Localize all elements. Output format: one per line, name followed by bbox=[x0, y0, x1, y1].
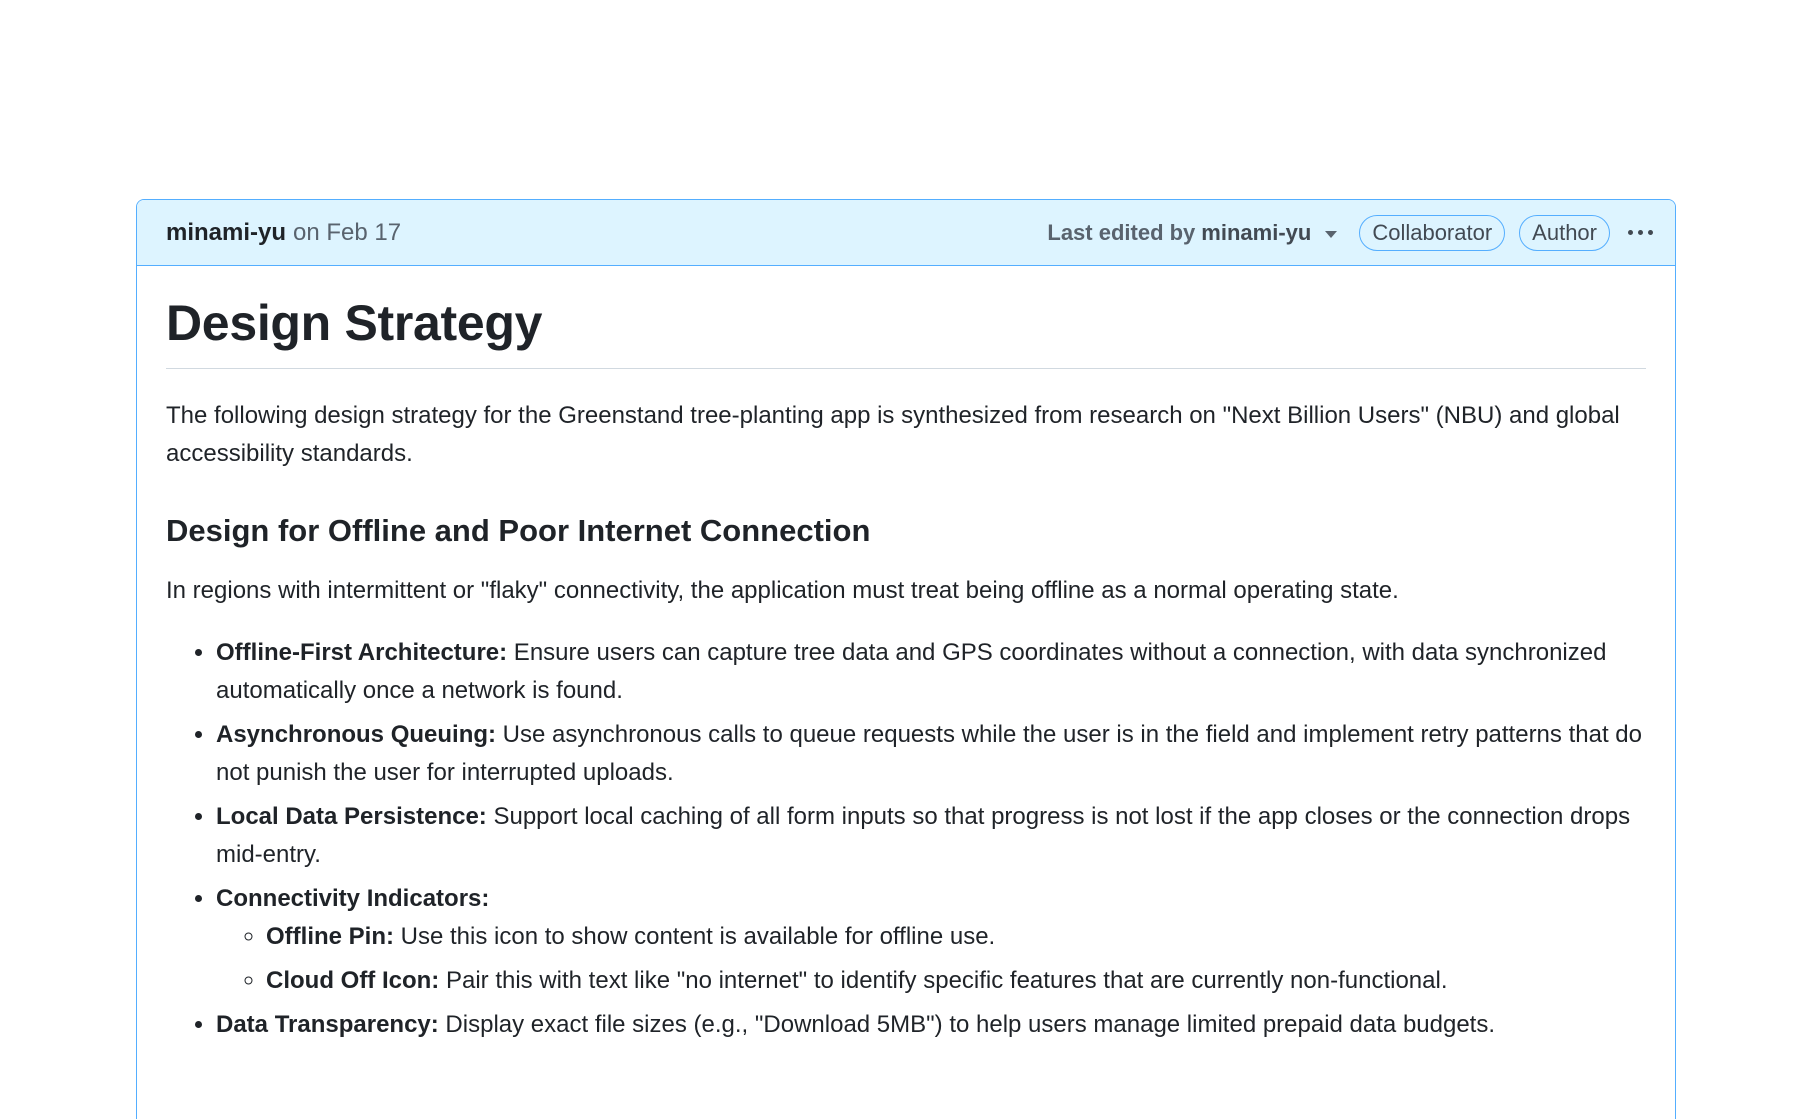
list-item bbox=[216, 798, 1646, 874]
intro-paragraph: The following design strategy for the Greenstand tree-planting app is synthesized from research on "Next Billion Users" (NBU) and global accessibility standards. bbox=[166, 402, 1620, 467]
collaborator-badge: Collaborator bbox=[1359, 215, 1505, 251]
list-item bbox=[216, 1006, 1646, 1044]
section-heading: Design for Offline and Poor Internet Connection bbox=[166, 513, 871, 548]
list-item-label: Local Data Persistence: bbox=[216, 803, 487, 830]
list-item-label: Cloud Off Icon: bbox=[266, 967, 440, 994]
kebab-dot bbox=[1648, 230, 1653, 235]
comment-card bbox=[136, 199, 1676, 1119]
list-item-text: Use this icon to show content is available for offline use. bbox=[394, 923, 996, 950]
kebab-dot bbox=[1628, 230, 1633, 235]
author-link[interactable]: minami-yu bbox=[166, 218, 287, 246]
list-item bbox=[216, 634, 1646, 710]
section-intro: In regions with intermittent or "flaky" connectivity, the application must treat being offline as a normal operating state. bbox=[166, 577, 1399, 604]
list-item-text: Ensure users can capture tree data and GPS coordinates without a connection, with data synchronized automatically once a network is found. bbox=[216, 639, 1607, 704]
edit-history-dropdown[interactable] bbox=[1047, 220, 1337, 246]
kebab-menu-icon[interactable] bbox=[1624, 224, 1657, 241]
bullet-list bbox=[166, 634, 1646, 1044]
comment-date[interactable]: on Feb 17 bbox=[293, 218, 402, 246]
list-item-label: Offline-First Architecture: bbox=[216, 639, 508, 666]
author-badge: Author bbox=[1519, 215, 1610, 251]
list-item bbox=[216, 880, 1646, 1000]
list-item-label: Asynchronous Queuing: bbox=[216, 721, 497, 748]
list-item bbox=[216, 716, 1646, 792]
edited-by-prefix: Last edited by bbox=[1047, 219, 1196, 245]
edited-by-user: minami-yu bbox=[1201, 219, 1312, 245]
sub-bullet-list bbox=[216, 918, 1646, 1000]
kebab-dot bbox=[1638, 230, 1643, 235]
comment-header bbox=[137, 200, 1675, 266]
sub-list-item bbox=[266, 962, 1646, 1000]
list-item-label: Connectivity Indicators: bbox=[216, 885, 490, 912]
list-item-text: Pair this with text like "no internet" to identify specific features that are currently non-functional. bbox=[439, 967, 1448, 994]
chevron-down-icon bbox=[1325, 231, 1337, 238]
comment-body bbox=[137, 266, 1675, 1044]
list-item-label: Data Transparency: bbox=[216, 1011, 439, 1038]
list-item-text: Use asynchronous calls to queue requests while the user is in the field and implement retry patterns that do not punish the user for interrupted uploads. bbox=[216, 721, 1642, 786]
sub-list-item bbox=[266, 918, 1646, 956]
list-item-text: Support local caching of all form inputs so that progress is not lost if the app closes or the connection drops mid-entry. bbox=[216, 803, 1631, 868]
document-title: Design Strategy bbox=[166, 294, 1646, 369]
list-item-text: Display exact file sizes (e.g., "Download 5MB") to help users manage limited prepaid data budgets. bbox=[438, 1011, 1496, 1038]
list-item-label: Offline Pin: bbox=[266, 923, 394, 950]
